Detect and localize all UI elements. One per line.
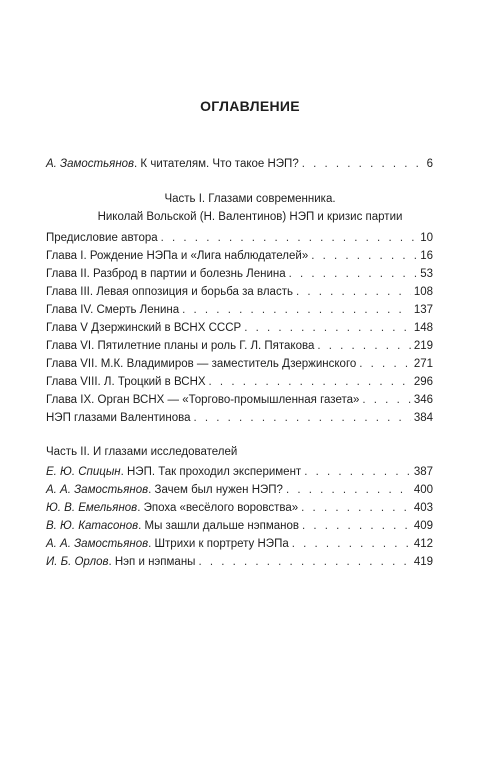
toc-entry-page: 403 — [413, 502, 433, 514]
toc-entry-page: 108 — [413, 286, 433, 298]
toc-entry-title — [46, 463, 301, 481]
toc-entry-intro — [46, 155, 433, 173]
dot-leader — [182, 301, 411, 319]
toc-entry-title: Глава IX. Орган ВСНХ — «Торгово-промышленная газета» — [46, 394, 360, 406]
part2-heading: Часть II. И глазами исследователей — [46, 446, 238, 458]
dot-leader — [302, 155, 424, 173]
dot-leader — [302, 517, 411, 535]
toc-entry-title: Глава VIII. Л. Троцкий в ВСНХ — [46, 376, 206, 388]
dot-leader — [362, 391, 410, 409]
dot-leader — [209, 373, 411, 391]
toc-entry — [46, 463, 433, 481]
toc-entry — [46, 301, 433, 319]
toc-entry-page: 148 — [413, 322, 433, 334]
toc-entry-title-text: . Нэп и нэпманы — [108, 556, 196, 568]
toc-entry-title: Глава IV. Смерть Ленина — [46, 304, 180, 316]
dot-leader — [317, 337, 410, 355]
toc-entry-title: Предисловие автора — [46, 232, 158, 244]
dot-leader — [296, 283, 411, 301]
toc-entry-page: 409 — [413, 520, 433, 532]
toc-entry-author: А. А. Замостьянов — [46, 538, 149, 550]
toc-entry-page: 271 — [413, 358, 433, 370]
toc-entry-title-text: . Зачем был нужен НЭП? — [148, 484, 283, 496]
toc-entry-title-text: . Штрихи к портрету НЭПа — [148, 538, 289, 550]
toc-entry — [46, 481, 433, 499]
toc-entry — [46, 283, 433, 301]
toc-entry-title — [46, 553, 195, 571]
toc-entry — [46, 499, 433, 517]
dot-leader — [244, 319, 411, 337]
toc-entry-title — [46, 481, 283, 499]
dot-leader — [161, 229, 418, 247]
toc-entry-page: 419 — [413, 556, 433, 568]
toc-entry-title: НЭП глазами Валентинова — [46, 412, 191, 424]
toc-entry — [46, 247, 433, 265]
dot-leader — [359, 355, 411, 373]
part1-heading-line2: Николай Вольской (Н. Валентинов) НЭП и кризис партии — [97, 211, 403, 223]
toc-entry — [46, 535, 433, 553]
toc-entry-page: 387 — [413, 466, 433, 478]
toc-entry-title — [46, 155, 299, 173]
dot-leader — [304, 463, 411, 481]
dot-leader — [198, 553, 410, 571]
toc-entry-title — [46, 499, 298, 517]
toc-entry-title — [46, 535, 289, 553]
toc-entry-page: 384 — [413, 412, 433, 424]
toc-entry-author: Ю. В. Емельянов — [46, 502, 138, 514]
toc-entry-title: Глава III. Левая оппозиция и борьба за власть — [46, 286, 293, 298]
toc-entry-page: 53 — [420, 268, 433, 280]
dot-leader — [286, 481, 411, 499]
toc-entry — [46, 337, 433, 355]
toc-entry — [46, 391, 433, 409]
toc-entry-page: 137 — [413, 304, 433, 316]
toc-entry-author: И. Б. Орлов — [46, 556, 109, 568]
dot-leader — [193, 409, 410, 427]
toc-entry-title: Глава I. Рождение НЭПа и «Лига наблюдателей» — [46, 250, 309, 262]
toc-entry-title-text: . К читателям. Что такое НЭП? — [134, 158, 299, 170]
part1-heading-line1: Часть I. Глазами современника. — [164, 193, 336, 205]
toc-entry-title-text: . НЭП. Так проходил эксперимент — [120, 466, 302, 478]
toc-entry-page: 16 — [420, 250, 433, 262]
page-title: ОГЛАВЛЕНИЕ — [200, 98, 300, 114]
toc-entry — [46, 319, 433, 337]
toc-entry-page: 412 — [413, 538, 433, 550]
toc-entry-title — [46, 517, 299, 535]
toc-entry-page: 219 — [413, 340, 433, 352]
dot-leader — [292, 535, 411, 553]
dot-leader — [301, 499, 411, 517]
toc-entry-author: А. Замостьянов — [46, 158, 135, 170]
toc-entry-title: Глава II. Разброд в партии и болезнь Ленина — [46, 268, 286, 280]
toc-entry-page: 10 — [420, 232, 433, 244]
toc-entry-title-text: . Эпоха «весёлого воровства» — [137, 502, 299, 514]
toc-entry — [46, 265, 433, 283]
toc-entry-author: Е. Ю. Спицын — [46, 466, 121, 478]
dot-leader — [289, 265, 418, 283]
toc-entry-page: 296 — [413, 376, 433, 388]
toc-entry — [46, 517, 433, 535]
toc-entry-title-text: . Мы зашли дальше нэпманов — [138, 520, 299, 532]
toc-entry-title: Глава VI. Пятилетние планы и роль Г. Л. Пятакова — [46, 340, 315, 352]
toc-entry — [46, 553, 433, 571]
toc-entry-author: А. А. Замостьянов — [46, 484, 149, 496]
dot-leader — [311, 247, 417, 265]
toc-entry — [46, 409, 433, 427]
toc-entry — [46, 229, 433, 247]
toc-entry-page: 400 — [413, 484, 433, 496]
toc-entry-title: Глава V Дзержинский в ВСНХ СССР — [46, 322, 242, 334]
toc-entry — [46, 373, 433, 391]
toc-entry — [46, 355, 433, 373]
toc-entry-author: В. Ю. Катасонов — [46, 520, 139, 532]
toc-entry-page: 6 — [426, 158, 433, 170]
toc-entry-page: 346 — [413, 394, 433, 406]
toc-entry-title: Глава VII. М.К. Владимиров — заместитель Дзержинского — [46, 358, 357, 370]
